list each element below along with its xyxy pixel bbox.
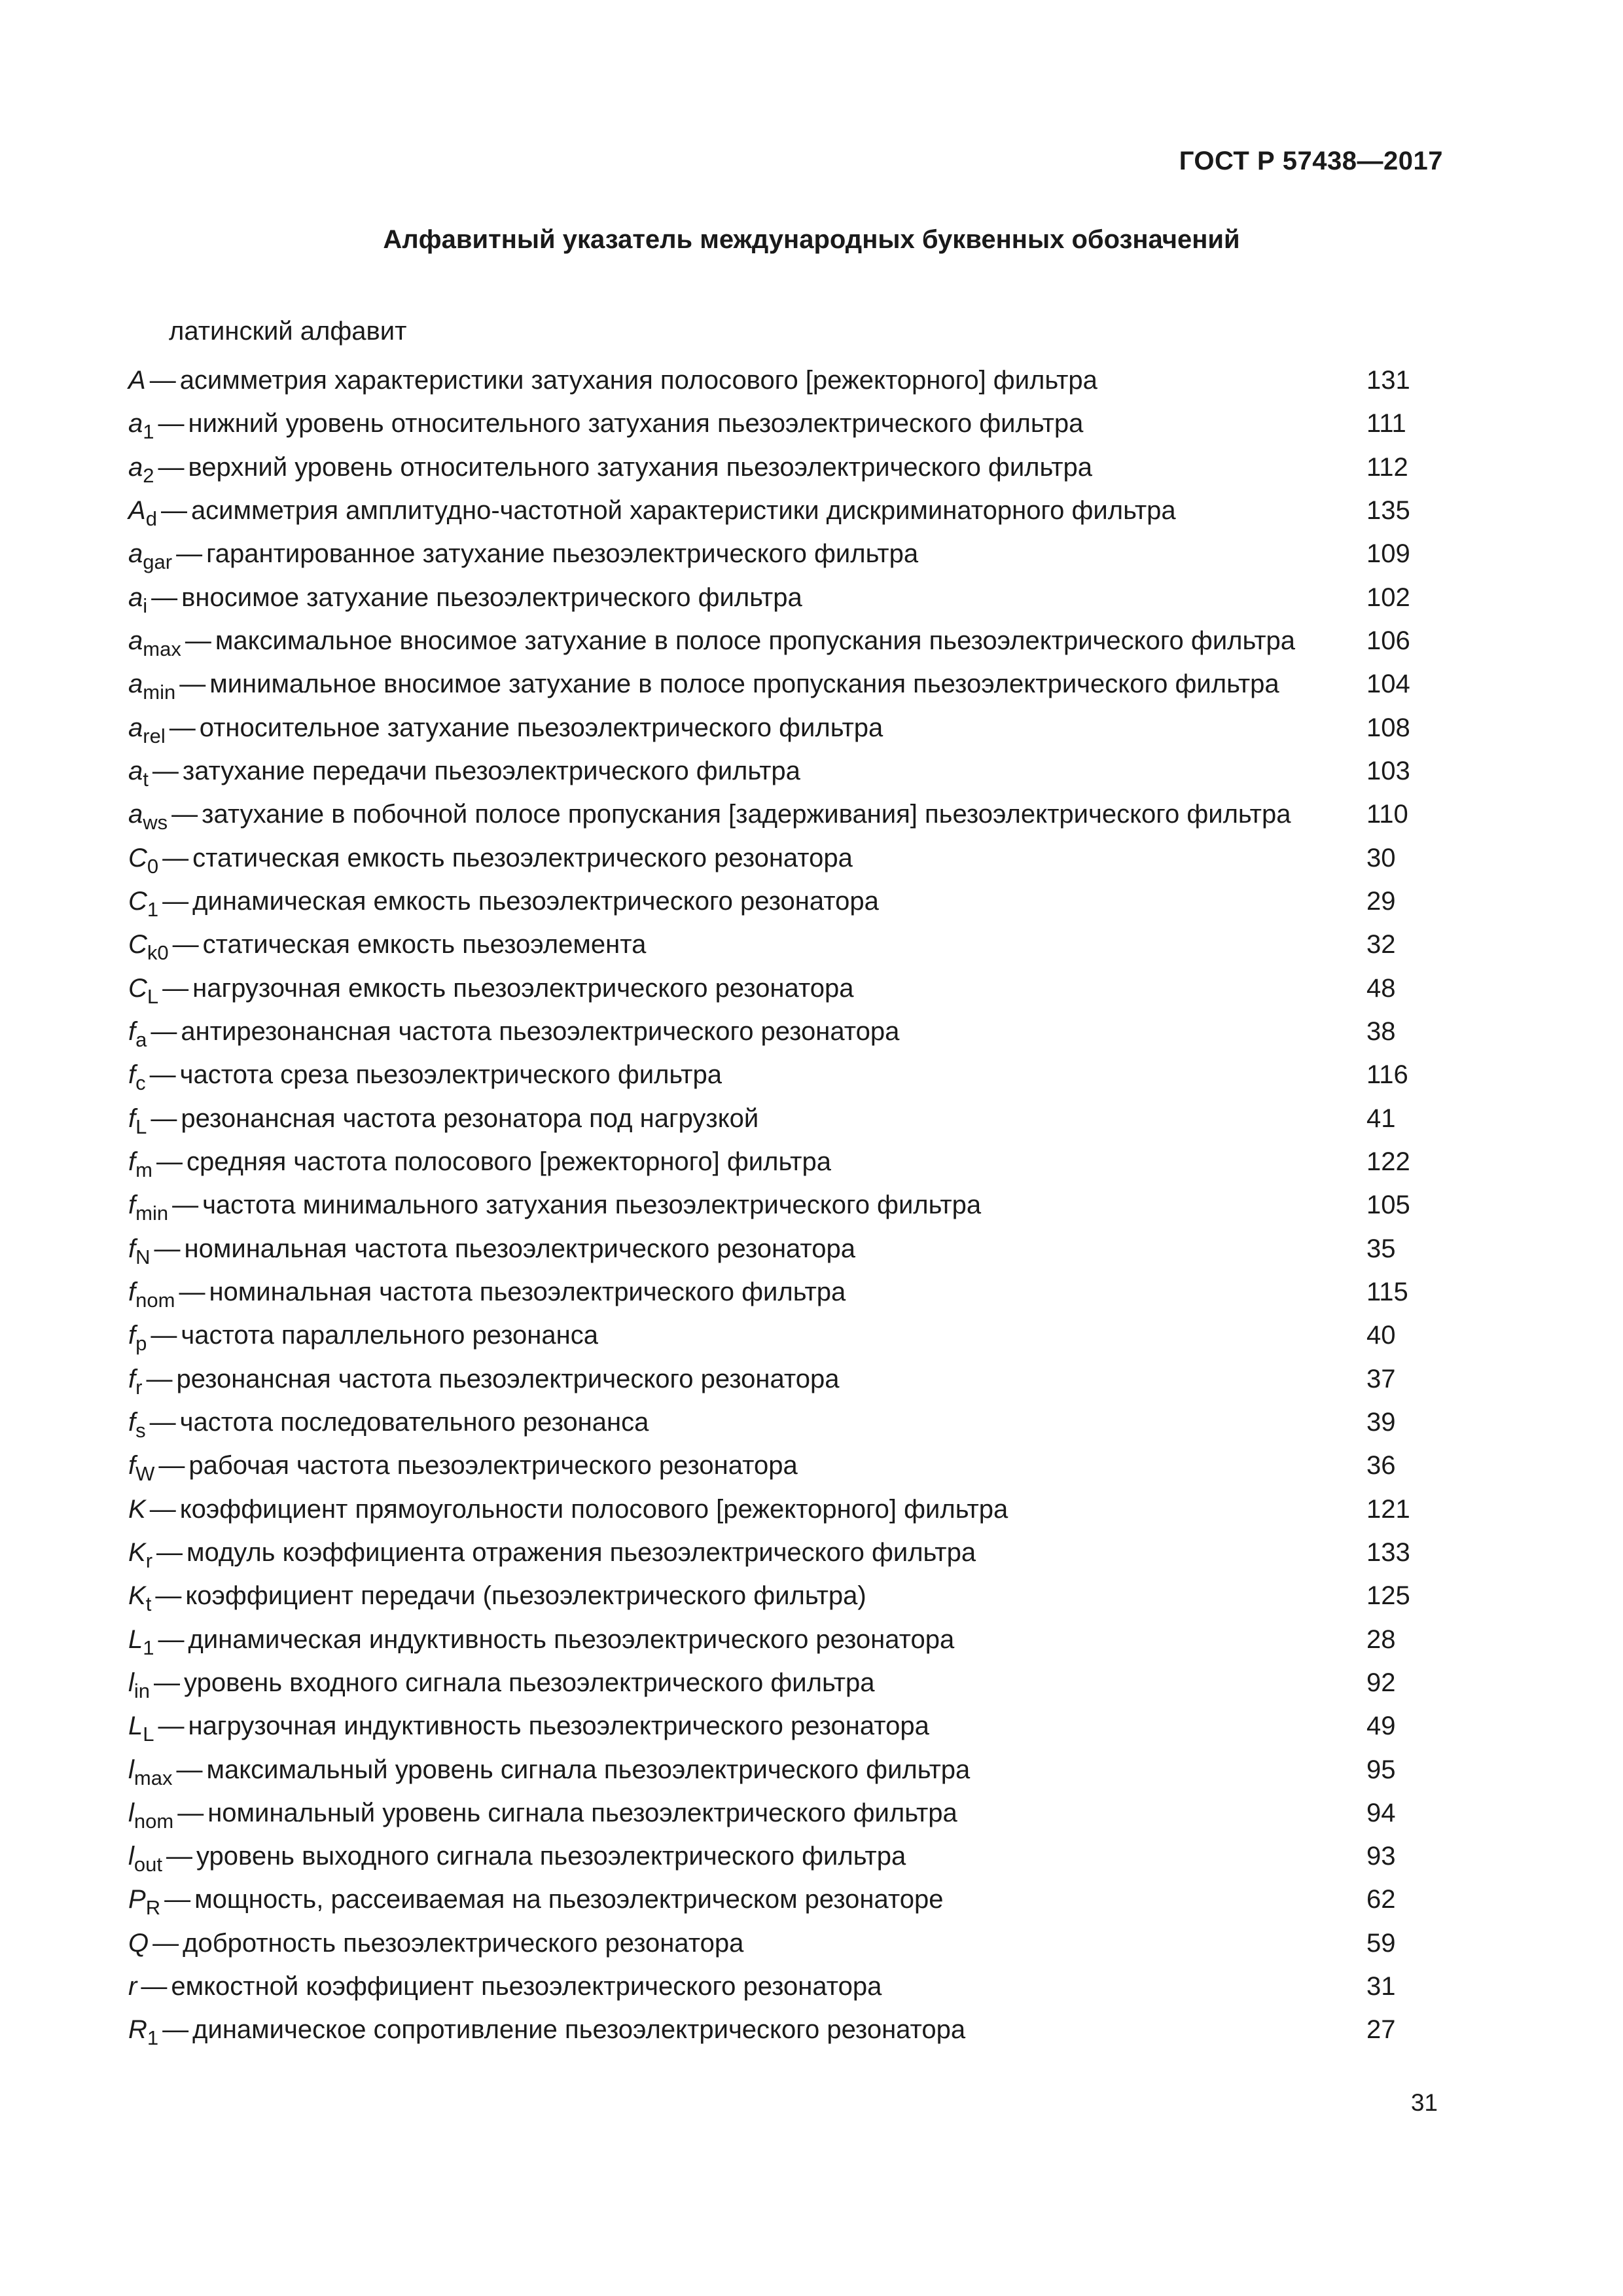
entry-symbol-subscript: out (134, 1853, 162, 1876)
entry-page-number: 39 (1366, 1407, 1396, 1437)
entry-definition: статическая емкость пьезоэлемента (202, 930, 647, 960)
entry-symbol: K (128, 1581, 146, 1611)
entry-dash: — (166, 1842, 192, 1871)
entry-definition: номинальный уровень сигнала пьезоэлектрического фильтра (207, 1798, 957, 1827)
entry-definition: максимальный уровень сигнала пьезоэлектрического фильтра (206, 1755, 971, 1784)
entry-dash: — (176, 1755, 203, 1784)
entry-symbol-subscript: ws (143, 811, 168, 834)
index-entry (128, 1965, 1424, 2008)
entry-page-number: 102 (1366, 583, 1410, 612)
entry-symbol-subscript: 1 (143, 420, 154, 444)
entry-dash: — (162, 2015, 189, 2045)
document-header-standard: ГОСТ Р 57438—2017 (1179, 147, 1443, 175)
entry-definition: вносимое затухание пьезоэлектрического фильтра (181, 583, 802, 612)
entry-definition: верхний уровень относительного затухания пьезоэлектрического фильтра (188, 452, 1093, 482)
entry-definition: минимальное вносимое затухание в полосе пропускания пьезоэлектрического фильтра (209, 670, 1279, 699)
entry-symbol: a (128, 670, 143, 699)
entry-symbol: f (128, 1191, 136, 1220)
entry-symbol: l (128, 1755, 134, 1784)
entry-dash: — (172, 1191, 199, 1220)
index-entry (128, 402, 1424, 445)
entry-symbol: K (128, 1537, 146, 1567)
entry-definition: затухание передачи пьезоэлектрического фильтра (182, 756, 800, 785)
entry-page-number: 110 (1366, 800, 1408, 829)
entry-dash: — (149, 1407, 176, 1437)
entry-symbol-subscript: k0 (147, 941, 169, 965)
entry-definition: частота минимального затухания пьезоэлектрического фильтра (202, 1191, 982, 1220)
index-entry (128, 359, 1424, 402)
entry-symbol: A (128, 495, 146, 525)
entry-symbol-subscript: max (143, 637, 181, 660)
index-entry (128, 1010, 1424, 1053)
entry-definition: коэффициент передачи (пьезоэлектрического фильтра) (185, 1581, 866, 1611)
entry-definition: частота последовательного резонанса (179, 1407, 649, 1437)
entry-dash: — (177, 1798, 204, 1827)
entry-dash: — (158, 409, 185, 439)
index-entry (128, 836, 1424, 880)
entry-dash: — (185, 626, 211, 655)
entry-symbol-subscript: L (143, 1723, 154, 1746)
entry-definition: частота среза пьезоэлектрического фильтра (179, 1060, 722, 1090)
entry-page-number: 48 (1366, 973, 1396, 1003)
index-entry (128, 1531, 1424, 1574)
entry-symbol: a (128, 539, 143, 569)
entry-symbol-subscript: a (135, 1028, 147, 1051)
entry-symbol-subscript: p (135, 1332, 147, 1355)
index-entry (128, 1618, 1424, 1661)
entry-symbol-subscript: c (135, 1071, 146, 1095)
entry-symbol: f (128, 1147, 136, 1176)
entry-symbol-subscript: rel (143, 724, 166, 747)
entry-definition: динамическая емкость пьезоэлектрического резонатора (192, 886, 879, 916)
entry-page-number: 31 (1366, 1972, 1396, 2001)
entry-page-number: 121 (1366, 1494, 1410, 1524)
entry-page-number: 29 (1366, 886, 1396, 916)
index-entry (128, 489, 1424, 532)
index-entry (128, 532, 1424, 575)
entry-symbol: R (128, 2015, 147, 2045)
index-entry (128, 1444, 1424, 1487)
index-entry (128, 2008, 1424, 2051)
entry-dash: — (162, 843, 189, 872)
entry-symbol: l (128, 1798, 134, 1827)
entry-dash: — (152, 1928, 179, 1958)
entry-definition: уровень выходного сигнала пьезоэлектрического фильтра (196, 1842, 906, 1871)
entry-page-number: 94 (1366, 1798, 1396, 1827)
entry-dash: — (179, 670, 206, 699)
entry-definition: номинальная частота пьезоэлектрического резонатора (184, 1234, 856, 1263)
entry-dash: — (160, 495, 187, 525)
entry-dash: — (158, 1712, 185, 1741)
entry-dash: — (149, 366, 176, 395)
entry-dash: — (156, 1537, 183, 1567)
entry-dash: — (156, 1147, 183, 1176)
entry-symbol: L (128, 1624, 143, 1654)
index-entry (128, 1488, 1424, 1531)
entry-dash: — (151, 583, 178, 612)
entry-symbol-subscript: L (147, 984, 159, 1008)
entry-page-number: 109 (1366, 539, 1410, 569)
entry-page-number: 32 (1366, 930, 1396, 960)
entry-page-number: 28 (1366, 1624, 1396, 1654)
entry-symbol-subscript: R (145, 1896, 161, 1920)
entry-page-number: 108 (1366, 713, 1410, 742)
entry-symbol-subscript: d (145, 507, 157, 530)
index-entry (128, 923, 1424, 966)
entry-page-number: 133 (1366, 1537, 1410, 1567)
entry-symbol-subscript: min (143, 681, 176, 704)
index-entry (128, 1878, 1424, 1921)
entry-definition: мощность, рассеиваемая на пьезоэлектрическом резонаторе (194, 1885, 944, 1914)
entry-definition: динамическое сопротивление пьезоэлектрического резонатора (192, 2015, 966, 2045)
index-entry (128, 1053, 1424, 1096)
entry-symbol-subscript: gar (143, 550, 173, 574)
entry-symbol-subscript: min (135, 1202, 169, 1225)
entry-symbol-subscript: t (145, 1592, 152, 1616)
entry-definition: емкостной коэффициент пьезоэлектрического резонатора (171, 1972, 882, 2001)
entry-definition: номинальная частота пьезоэлектрического фильтра (209, 1277, 846, 1306)
entry-symbol: f (128, 1321, 136, 1350)
entry-dash: — (162, 886, 189, 916)
entry-dash: — (151, 1321, 177, 1350)
entry-page-number: 93 (1366, 1842, 1396, 1871)
entry-symbol-subscript: N (135, 1245, 151, 1268)
index-entry (128, 1401, 1424, 1444)
entry-definition: статическая емкость пьезоэлектрического резонатора (192, 843, 853, 872)
entry-symbol-subscript: 0 (147, 854, 159, 878)
entry-dash: — (146, 1364, 173, 1393)
entry-page-number: 49 (1366, 1712, 1396, 1741)
entry-dash: — (152, 756, 179, 785)
entry-definition: средняя частота полосового [режекторного] фильтра (186, 1147, 831, 1176)
page-number: 31 (1410, 2089, 1438, 2116)
entry-page-number: 30 (1366, 843, 1396, 872)
index-entry (128, 1835, 1424, 1878)
entry-dash: — (149, 1060, 176, 1090)
entry-page-number: 106 (1366, 626, 1410, 655)
entry-symbol: f (128, 1277, 136, 1306)
entry-dash: — (154, 1234, 181, 1263)
entry-definition: добротность пьезоэлектрического резонатора (183, 1928, 744, 1958)
entry-symbol: Q (128, 1928, 149, 1958)
entry-definition: гарантированное затухание пьезоэлектрического фильтра (206, 539, 919, 569)
entry-symbol: l (128, 1842, 134, 1871)
entry-symbol: C (128, 930, 147, 960)
entry-symbol: L (128, 1712, 143, 1741)
entry-symbol: A (128, 366, 146, 395)
entry-definition: частота параллельного резонанса (181, 1321, 598, 1350)
entry-dash: — (151, 1016, 177, 1046)
entry-page-number: 36 (1366, 1451, 1396, 1480)
entry-dash: — (164, 1885, 191, 1914)
index-entry (128, 1097, 1424, 1140)
entry-symbol-subscript: in (134, 1679, 151, 1702)
index-entry (128, 967, 1424, 1010)
entry-dash: — (176, 539, 203, 569)
entry-symbol-subscript: W (135, 1462, 155, 1486)
entry-symbol: K (128, 1494, 146, 1524)
entry-definition: нагрузочная емкость пьезоэлектрического резонатора (192, 973, 854, 1003)
index-entry (128, 1140, 1424, 1183)
entry-definition: уровень входного сигнала пьезоэлектрического фильтра (184, 1668, 875, 1697)
entry-symbol-subscript: s (135, 1418, 146, 1442)
entry-page-number: 35 (1366, 1234, 1396, 1263)
entry-dash: — (149, 1494, 176, 1524)
entry-dash: — (162, 973, 189, 1003)
index-entry (128, 1314, 1424, 1357)
entry-page-number: 92 (1366, 1668, 1396, 1697)
entry-dash: — (158, 1624, 185, 1654)
entry-symbol: P (128, 1885, 146, 1914)
entry-dash: — (155, 1581, 182, 1611)
entry-page-number: 104 (1366, 670, 1410, 699)
entry-page-number: 131 (1366, 366, 1410, 395)
index-entry (128, 880, 1424, 923)
entry-dash: — (151, 1103, 177, 1133)
entry-symbol: C (128, 973, 147, 1003)
entry-page-number: 111 (1366, 409, 1406, 439)
entry-page-number: 59 (1366, 1928, 1396, 1958)
entry-dash: — (169, 713, 196, 742)
entry-definition: модуль коэффициента отражения пьезоэлектрического фильтра (187, 1537, 976, 1567)
index-entry (128, 619, 1424, 662)
index-entry (128, 706, 1424, 749)
entry-symbol: f (128, 1234, 136, 1263)
entry-symbol-subscript: i (143, 594, 148, 617)
entry-definition: резонансная частота резонатора под нагрузкой (181, 1103, 759, 1133)
entry-symbol: C (128, 886, 147, 916)
entry-page-number: 37 (1366, 1364, 1396, 1393)
entry-symbol: l (128, 1668, 134, 1697)
entry-dash: — (141, 1972, 168, 2001)
entry-symbol-subscript: nom (135, 1288, 175, 1312)
entry-page-number: 103 (1366, 756, 1410, 785)
entry-dash: — (158, 1451, 185, 1480)
entry-definition: рабочая частота пьезоэлектрического резонатора (188, 1451, 798, 1480)
entry-symbol: a (128, 756, 143, 785)
entry-definition: асимметрия характеристики затухания полосового [режекторного] фильтра (179, 366, 1097, 395)
entry-symbol: f (128, 1016, 136, 1046)
entry-page-number: 122 (1366, 1147, 1410, 1176)
entry-dash: — (154, 1668, 181, 1697)
entry-symbol: f (128, 1060, 136, 1090)
entry-page-number: 62 (1366, 1885, 1396, 1914)
entry-definition: коэффициент прямоугольности полосового [режекторного] фильтра (179, 1494, 1008, 1524)
entry-page-number: 115 (1366, 1277, 1408, 1306)
entry-symbol-subscript: max (134, 1766, 173, 1789)
entry-dash: — (172, 930, 199, 960)
page-title: Алфавитный указатель международных буквенных обозначений (383, 225, 1240, 254)
entry-symbol: r (128, 1972, 137, 2001)
entry-definition: относительное затухание пьезоэлектрического фильтра (199, 713, 883, 742)
entry-definition: нижний уровень относительного затухания пьезоэлектрического фильтра (188, 409, 1084, 439)
entry-symbol-subscript: L (135, 1115, 147, 1138)
entry-symbol-subscript: nom (134, 1809, 174, 1833)
entry-symbol: a (128, 583, 143, 612)
entry-symbol: f (128, 1407, 136, 1437)
entry-page-number: 40 (1366, 1321, 1396, 1350)
entry-symbol: f (128, 1451, 136, 1480)
entry-page-number: 116 (1366, 1060, 1408, 1090)
entry-dash: — (171, 800, 198, 829)
index-entry (128, 1748, 1424, 1791)
entry-page-number: 125 (1366, 1581, 1410, 1611)
entry-page-number: 112 (1366, 452, 1408, 482)
entry-symbol: a (128, 409, 143, 439)
entry-page-number: 105 (1366, 1191, 1410, 1220)
entry-definition: динамическая индуктивность пьезоэлектрического резонатора (188, 1624, 955, 1654)
entry-page-number: 135 (1366, 495, 1410, 525)
index-entry (128, 576, 1424, 619)
entry-symbol-subscript: r (135, 1375, 143, 1399)
index-entry (128, 1704, 1424, 1748)
entry-symbol-subscript: 1 (147, 2026, 159, 2050)
index-entry (128, 446, 1424, 489)
index-entry (128, 793, 1424, 836)
entry-dash: — (179, 1277, 205, 1306)
entry-symbol-subscript: 1 (147, 897, 159, 921)
entry-symbol-subscript: m (135, 1158, 152, 1181)
entry-symbol: a (128, 713, 143, 742)
index-entry (128, 1574, 1424, 1617)
entry-symbol: a (128, 800, 143, 829)
entry-page-number: 27 (1366, 2015, 1396, 2045)
entry-definition: антирезонансная частота пьезоэлектрического резонатора (181, 1016, 900, 1046)
index-entry (128, 749, 1424, 793)
entry-page-number: 41 (1366, 1103, 1396, 1133)
entry-definition: максимальное вносимое затухание в полосе пропускания пьезоэлектрического фильтра (215, 626, 1296, 655)
entry-definition: затухание в побочной полосе пропускания [задерживания] пьезоэлектрического фильтра (202, 800, 1291, 829)
symbol-index-list (128, 359, 1424, 2052)
entry-page-number: 95 (1366, 1755, 1396, 1784)
entry-symbol-subscript: 1 (143, 1636, 154, 1659)
section-label: латинский алфавит (169, 317, 407, 346)
index-entry (128, 1357, 1424, 1401)
entry-page-number: 38 (1366, 1016, 1396, 1046)
entry-symbol-subscript: 2 (143, 463, 154, 487)
entry-definition: асимметрия амплитудно-частотной характеристики дискриминаторного фильтра (190, 495, 1176, 525)
index-entry (128, 1183, 1424, 1227)
index-entry (128, 1922, 1424, 1965)
entry-symbol: C (128, 843, 147, 872)
index-entry (128, 1270, 1424, 1314)
index-entry (128, 1791, 1424, 1835)
entry-definition: нагрузочная индуктивность пьезоэлектрического резонатора (188, 1712, 929, 1741)
entry-definition: резонансная частота пьезоэлектрического резонатора (176, 1364, 840, 1393)
entry-symbol: f (128, 1364, 136, 1393)
entry-symbol-subscript: t (143, 767, 149, 791)
entry-symbol-subscript: r (145, 1549, 153, 1572)
index-entry (128, 1227, 1424, 1270)
index-entry (128, 662, 1424, 706)
entry-dash: — (158, 452, 185, 482)
entry-symbol: a (128, 626, 143, 655)
index-entry (128, 1661, 1424, 1704)
entry-symbol: f (128, 1103, 136, 1133)
entry-symbol: a (128, 452, 143, 482)
